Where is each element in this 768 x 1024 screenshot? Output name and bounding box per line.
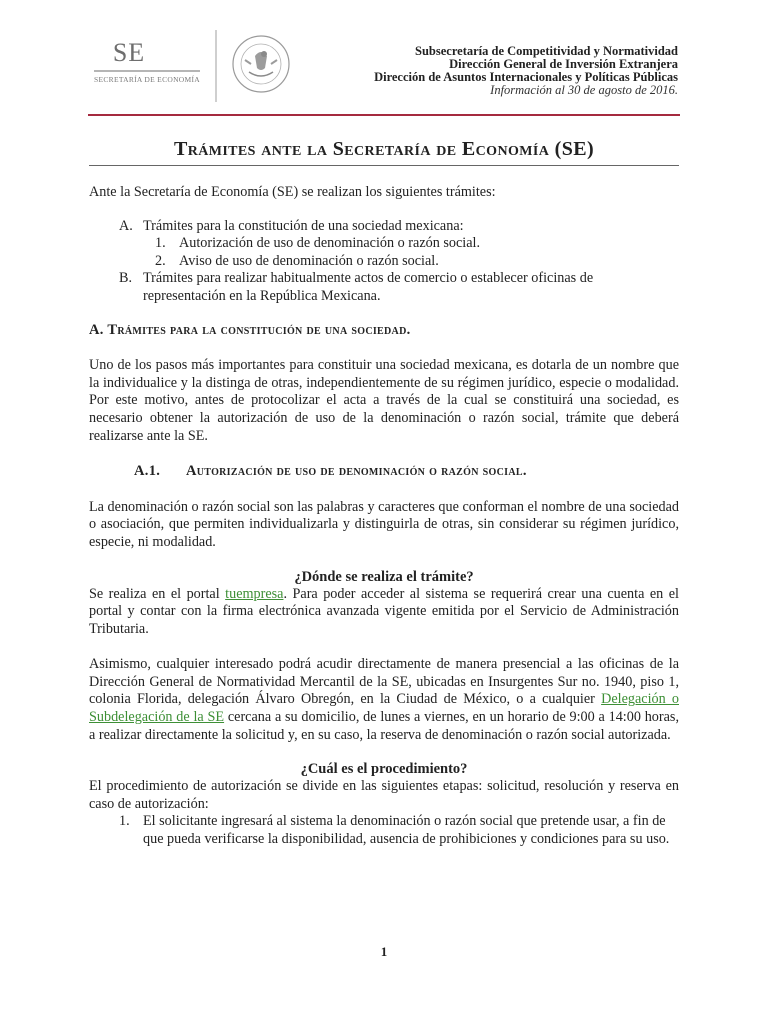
national-seal-icon [231,34,291,94]
section-a-heading [89,322,679,340]
logo-subtext: SECRETARÍA DE ECONOMÍA [94,75,201,84]
section-title: Trámites para la constitución de una sociedad. [107,321,411,338]
procedures-list [89,218,679,306]
agency-line-3: Dirección de Asuntos Internacionales y Políticas Públicas [374,70,678,84]
document-body [89,138,679,849]
list-item-text: Autorización de uso de denominación o razón social. [179,235,480,252]
logo-rule [94,70,200,72]
page-title: Trámites ante la Secretaría de Economía (SE) [89,138,679,166]
list-marker: B. [119,270,133,287]
logo-divider [215,30,217,102]
agency-line-1: Subsecretaría de Competitividad y Normatividad [415,44,678,58]
date-line: Información al 30 de agosto de 2016. [490,83,678,97]
list-marker: 1. [155,235,166,252]
tuempresa-link[interactable]: tuempresa [225,585,284,602]
list-item [89,253,679,271]
list-item-text: Trámites para realizar habitualmente actos de comercio o establecer oficinas de representación en la República Mexicana. [143,270,594,304]
delegation-link[interactable]: Delegación o Subdelegación de la SE [89,691,679,726]
where-text-1b: . Para poder acceder al sistema se requerirá crear una cuenta en el portal y contar con la firma electrónica avanzada vigente emitida por el Servicio de Administración Tributaria. [89,585,679,637]
section-a1-heading [89,463,679,481]
list-item [89,235,679,253]
list-item-text: Aviso de uso de denominación o razón social. [179,252,439,269]
where-paragraph-1 [89,586,679,639]
list-marker: 1. [119,813,130,830]
list-marker: 2. [155,252,166,269]
section-number: A.1. [134,463,161,480]
list-item [89,218,679,236]
list-item-text: El solicitante ingresará al sistema la denominación o razón social que pretende usar, a fin de que pueda verificarse la disponibilidad, ausencia de prohibiciones y condiciones para su uso. [143,813,670,848]
procedure-question: ¿Cuál es el procedimiento? [300,761,468,778]
se-logo [94,40,206,84]
intro-text: Ante la Secretaría de Economía (SE) se realizan los siguientes trámites: [89,184,496,200]
list-item-text: Trámites para la constitución de una sociedad mexicana: [143,217,464,234]
where-text-1a: Se realiza en el portal [89,585,226,602]
section-title: Autorización de uso de denominación o razón social. [186,463,527,480]
procedure-intro: El procedimiento de autorización se divide en las siguientes etapas: solicitud, resolución y reserva en caso de autorización: [89,778,679,812]
where-text-2a: Asimismo, cualquier interesado podrá acudir directamente de manera presencial a las oficinas de la Dirección General de Normatividad Mercantil de la SE, ubicadas en Insurgentes Sur no. 1940, piso 1, colonia Florida, delegación Álvaro Obregón, en la Ciudad de México, o a cualquier [89,656,679,708]
logo-text: SE [112,38,146,67]
letterhead [0,0,768,116]
list-item [89,270,679,305]
section-a1-paragraph: La denominación o razón social son las palabras y caracteres que conforman el nombre de una sociedad o asociación, que permiten individualizarla y distinguirla de otras, sin considerar su régimen jurídico, especie, ni modalidad. [89,498,679,550]
agency-line-2: Dirección General de Inversión Extranjera [449,57,678,71]
where-question: ¿Dónde se realiza el trámite? [294,568,474,585]
page-number: 1 [380,944,388,959]
where-text-2b: cercana a su domicilio, de lunes a viernes, en un horario de 9:00 a 14:00 horas, a realizar directamente la solicitud y, en su caso, la reserva de denominación o razón social autorizada. [89,709,679,743]
agency-block [374,45,678,97]
section-a-paragraph: Uno de los pasos más importantes para constituir una sociedad mexicana, es dotarla de un nombre que la individualice y la distinga de otras, independientemente de su régimen jurídico, especie o modalidad. Por este motivo, antes de protocolizar el acta a través de la cual se constituirá una sociedad, es necesario obtener la autorización de uso de la denominación o razón social, trámite que deberá realizarse ante la SE. [89,357,679,444]
procedure-steps [89,813,679,848]
list-marker: A. [119,217,133,234]
where-paragraph-2 [89,656,679,744]
header-rule [88,114,680,116]
section-number: A. [89,321,104,338]
list-item [89,813,679,848]
